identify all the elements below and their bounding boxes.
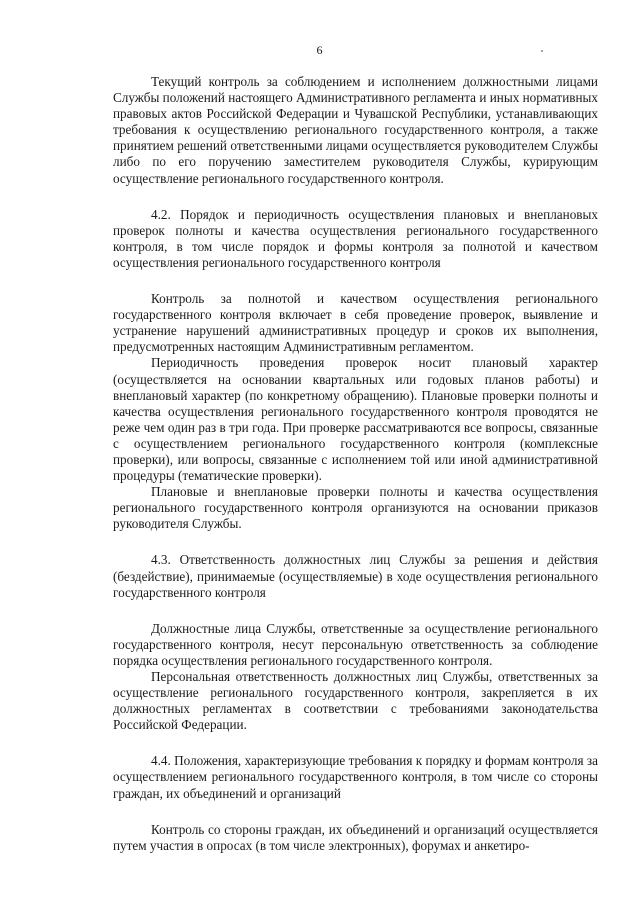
section-heading-4-3: 4.3. Ответственность должностных лиц Службы за решения и действия (бездействие), принимаемые (осуществляемые) в ходе осуществления регионального государственного контроля [113, 552, 598, 600]
section-heading-4-4: 4.4. Положения, характеризующие требования к порядку и формам контроля за осуществлением регионального государственного контроля, в том числе со стороны граждан, их объединений и организаций [113, 753, 598, 801]
paragraph-control-scope: Контроль за полнотой и качеством осуществления регионального государственного контроля включает в себя проведение проверок, выявление и устранение нарушений административных процедур и сроков их выполнения, предусмотренных настоящим Административным регламентом. [113, 291, 598, 355]
paragraph-inspection-periodicity: Периодичность проведения проверок носит плановый характер (осуществляется на основании квартальных или годовых планов работы) и внеплановый характер (по конкретному обращению). Плановые проверки полноты и качества осуществления регионального государственного контроля проводятся не реже чем один раз в три года. При проверке рассматриваются все вопросы, связанные с осуществлением регионального государственного контроля (комплексные проверки), или вопросы, связанные с исполнением той или иной административной процедуры (тематические проверки). [113, 355, 598, 484]
paragraph-inspection-orders: Плановые и внеплановые проверки полноты и качества осуществления регионального государственного контроля организуются на основании приказов руководителя Службы. [113, 484, 598, 532]
page-number: 6 [316, 43, 323, 57]
paragraph-current-control: Текущий контроль за соблюдением и исполнением должностными лицами Службы положений настоящего Административного регламента и иных нормативных правовых актов Российской Федерации и Чувашской Республики, устанавливающих требования к осуществлению регионального государственного контроля, а также принятием решений ответственными лицами осуществляется руководителем Службы либо по его поручению заместителем руководителя Службы, курирующим осуществление регионального государственного контроля. [113, 74, 598, 186]
scan-speck [541, 50, 543, 52]
paragraph-responsibility-regulations: Персональная ответственность должностных лиц Службы, ответственных за осуществление регионального государственного контроля, закрепляется в их должностных регламентах в соответствии с требованиями законодательства Российской Федерации. [113, 669, 598, 733]
paragraph-personal-responsibility: Должностные лица Службы, ответственные за осуществление регионального государственного контроля, несут персональную ответственность за соблюдение порядка осуществления регионального государственного контроля. [113, 620, 598, 668]
paragraph-citizen-control: Контроль со стороны граждан, их объединений и организаций осуществляется путем участия в опросах (в том числе электронных), форумах и анкетиро- [113, 821, 598, 853]
section-heading-4-2: 4.2. Порядок и периодичность осуществления плановых и внеплановых проверок полноты и качества осуществления регионального государственного контроля, в том числе порядок и формы контроля за полнотой и качеством осуществления регионального государственного контроля [113, 206, 598, 270]
document-body [113, 74, 598, 854]
